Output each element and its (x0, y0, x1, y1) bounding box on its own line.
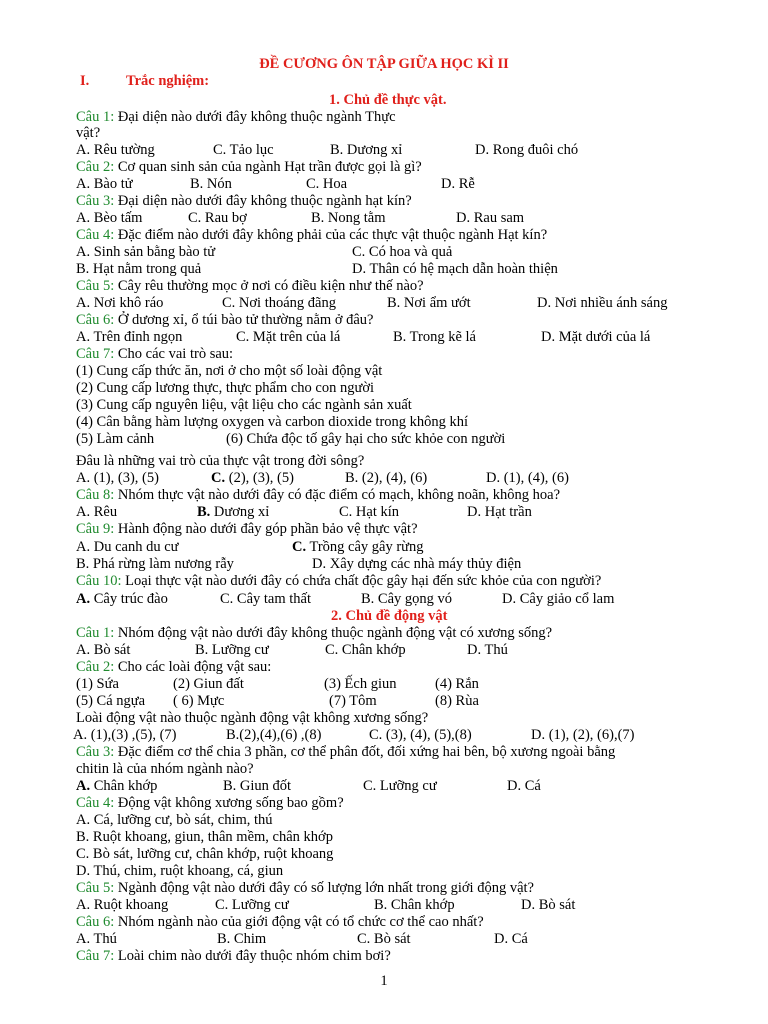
list-item: (4) Rắn (435, 676, 479, 692)
section-label: Trắc nghiệm: (126, 73, 210, 89)
option: C. Nơi thoáng đãng (222, 295, 336, 311)
option: C. Hoa (306, 176, 348, 192)
list-item: (7) Tôm (329, 693, 377, 709)
option: C. Cây tam thất (220, 591, 312, 607)
option: A. Sinh sản bằng bào tử (76, 244, 216, 260)
topic-animals-heading: 2. Chủ đề động vật (331, 608, 448, 624)
option: D. Rong đuôi chó (475, 142, 579, 158)
option: B.(2),(4),(6) ,(8) (226, 727, 322, 743)
option: A. Nơi khô ráo (76, 295, 164, 311)
option: C. Bò sát (357, 931, 411, 947)
list-item: (3) Cung cấp nguyên liệu, vật liệu cho các ngành sản xuất (76, 397, 412, 413)
option: B. Ruột khoang, giun, thân mềm, chân khớp (76, 829, 333, 845)
question-6: Câu 6: Ở dương xỉ, ổ túi bào tử thường nằm ở đâu? (76, 312, 374, 328)
question-4: Câu 4: Đặc điểm nào dưới đây không phải của các thực vật thuộc ngành Hạt kín? (76, 227, 548, 243)
option: D. Cá (507, 778, 541, 794)
list-item: (2) Giun đất (173, 676, 244, 692)
option: C. Chân khớp (325, 642, 406, 658)
question-2-1: Câu 1: Nhóm động vật nào dưới đây không thuộc ngành động vật có xương sống? (76, 625, 553, 641)
option: A. Bèo tấm (76, 210, 143, 226)
option: D. Thú, chim, ruột khoang, cá, giun (76, 863, 284, 879)
option: B. Nón (190, 176, 232, 192)
option: A. Trên đỉnh ngọn (76, 329, 183, 345)
option: C. Lưỡng cư (215, 897, 289, 913)
option: D. Cây giảo cổ lam (502, 591, 615, 607)
option: C. Hạt kín (339, 504, 400, 520)
option: D. Nơi nhiều ánh sáng (537, 295, 668, 311)
option: A. Bò sát (76, 642, 131, 658)
option: B. Nơi ẩm ướt (387, 295, 471, 311)
option: A. Cá, lưỡng cư, bò sát, chim, thú (76, 812, 273, 828)
option: C. (3), (4), (5),(8) (369, 727, 472, 743)
question-8: Câu 8: Nhóm thực vật nào dưới đây có đặc điểm có mạch, không noãn, không hoa? (76, 487, 561, 503)
list-item: (6) Chứa độc tố gây hại cho sức khỏe con người (226, 431, 506, 447)
question-2-4: Câu 4: Động vật không xương sống bao gồm? (76, 795, 344, 811)
list-item: (5) Cá ngựa (76, 693, 146, 709)
question-2-2: Câu 2: Cho các loài động vật sau: (76, 659, 272, 675)
option: A. Cây trúc đào (76, 591, 168, 607)
option: B. Dương xỉ (330, 142, 403, 158)
question-2-3: Câu 3: Đặc điểm cơ thể chia 3 phần, cơ thể phân đốt, đối xứng hai bên, bộ xương ngoài bằng (76, 744, 616, 760)
question-5: Câu 5: Cây rêu thường mọc ở nơi có điều kiện như thế nào? (76, 278, 424, 294)
option: C. Tảo lục (213, 142, 274, 158)
option: D. Rau sam (456, 210, 525, 226)
option: A. Du canh du cư (76, 539, 179, 555)
option: C. Có hoa và quả (352, 244, 453, 260)
option: B. Trong kẽ lá (393, 329, 476, 345)
topic-plants-heading: 1. Chủ đề thực vật. (329, 92, 447, 108)
option: C. Lưỡng cư (363, 778, 437, 794)
question-2-6: Câu 6: Nhóm ngành nào của giới động vật có tổ chức cơ thể cao nhất? (76, 914, 484, 930)
doc-title: ĐỀ CƯƠNG ÔN TẬP GIỮA HỌC KÌ II (259, 56, 509, 72)
option: A. Bào tử (76, 176, 133, 192)
question-9: Câu 9: Hành động nào dưới đây góp phần bảo vệ thực vật? (76, 521, 418, 537)
option: D. Bò sát (521, 897, 576, 913)
option: C. Bò sát, lưỡng cư, chân khớp, ruột khoang (76, 846, 334, 862)
question-2-2-ask: Loài động vật nào thuộc ngành động vật không xương sống? (76, 710, 429, 726)
question-7: Câu 7: Cho các vai trò sau: (76, 346, 234, 362)
option: D. (1), (4), (6) (486, 470, 569, 486)
option: B. Chim (217, 931, 267, 947)
option: B. Cây gọng vó (361, 591, 453, 607)
option: D. Thân có hệ mạch dẫn hoàn thiện (352, 261, 558, 277)
question-1: Câu 1: Đại diện nào dưới đây không thuộc ngành Thực (76, 109, 396, 125)
list-item: (4) Cân bằng hàm lượng oxygen và carbon dioxide trong không khí (76, 414, 469, 430)
option: B. Lưỡng cư (195, 642, 269, 658)
option: D. Hạt trần (467, 504, 532, 520)
question-2-5: Câu 5: Ngành động vật nào dưới đây có số lượng lớn nhất trong giới động vật? (76, 880, 534, 896)
list-item: (1) Sứa (76, 676, 119, 692)
list-item: (8) Rùa (435, 693, 479, 709)
option: D. (1), (2), (6),(7) (531, 727, 635, 743)
question-3: Câu 3: Đại diện nào dưới đây không thuộc ngành hạt kín? (76, 193, 412, 209)
option: A. Rêu tường (76, 142, 155, 158)
option: B. Nong tằm (311, 210, 386, 226)
list-item: (2) Cung cấp lương thực, thực phẩm cho con người (76, 380, 375, 396)
question-2-7: Câu 7: Loài chim nào dưới đây thuộc nhóm chim bơi? (76, 948, 391, 964)
option: A. Rêu (76, 504, 118, 520)
question-7-ask: Đâu là những vai trò của thực vật trong đời sông? (76, 453, 365, 469)
option: D. Xây dựng các nhà máy thủy điện (312, 556, 522, 572)
question-10: Câu 10: Loại thực vật nào dưới đây có chứa chất độc gây hại đến sức khỏe của con người? (76, 573, 602, 589)
option: B. Chân khớp (374, 897, 455, 913)
option: A. Thú (76, 931, 117, 947)
option: B. Giun đốt (223, 778, 292, 794)
option: C. Trồng cây gây rừng (292, 539, 424, 555)
question-1-cont: vật? (76, 125, 101, 141)
option: B. Hạt nằm trong quả (76, 261, 202, 277)
option: B. (2), (4), (6) (345, 470, 428, 486)
option: C. (2), (3), (5) (211, 470, 294, 486)
option: C. Mặt trên của lá (236, 329, 341, 345)
option: D. Cá (494, 931, 528, 947)
option: A. Ruột khoang (76, 897, 169, 913)
option: D. Thú (467, 642, 508, 658)
question-2: Câu 2: Cơ quan sinh sản của ngành Hạt trần được gọi là gì? (76, 159, 422, 175)
option: B. Dương xỉ (197, 504, 270, 520)
option: C. Rau bợ (188, 210, 247, 226)
list-item: (5) Làm cảnh (76, 431, 155, 447)
question-2-3-cont: chitin là của nhóm ngành nào? (76, 761, 254, 777)
list-item: ( 6) Mực (173, 693, 225, 709)
option: A. (1), (3), (5) (76, 470, 159, 486)
option: A. Chân khớp (76, 778, 158, 794)
option: A. (1),(3) ,(5), (7) (73, 727, 177, 743)
list-item: (3) Ếch giun (324, 676, 397, 692)
option: B. Phá rừng làm nương rẫy (76, 556, 234, 572)
section-number: I. (80, 73, 90, 89)
page-number: 1 (380, 973, 388, 989)
list-item: (1) Cung cấp thức ăn, nơi ở cho một số loài động vật (76, 363, 383, 379)
option: D. Rễ (441, 176, 475, 192)
option: D. Mặt dưới của lá (541, 329, 651, 345)
